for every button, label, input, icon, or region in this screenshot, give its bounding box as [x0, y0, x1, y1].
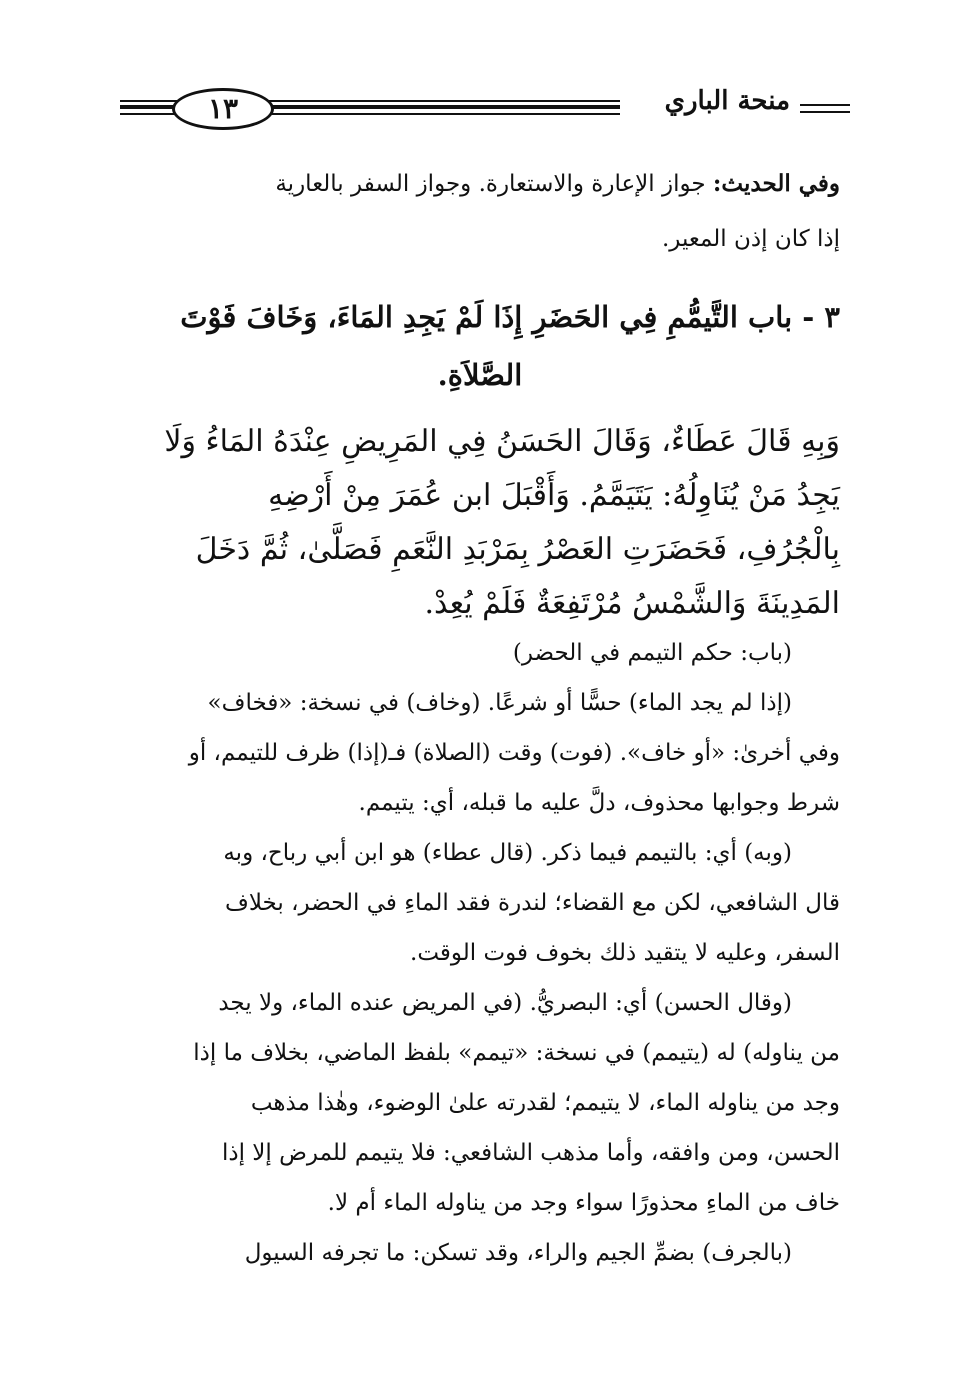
running-title: منحة الباري: [664, 86, 790, 116]
intro-lead: وفي الحديث:: [712, 170, 840, 197]
commentary-line-8: (وقال الحسن) أي: البصريُّ. (في المريض عنده الماء، ولا يجد: [218, 990, 792, 1016]
commentary-line-11: الحسن، ومن وافقه، وأما مذهب الشافعي: فلا يتيمم للمرض إلا إذا: [221, 1140, 840, 1166]
commentary-line-3: وفي أخرىٰ: «أو خاف». (فوت) وقت (الصلاة) فـ(إذا) ظرف للتيمم، أو: [188, 740, 840, 766]
commentary-line-9: من يناوله) له (يتيمم) في نسخة: «تيمم» بلفظ الماضي، بخلاف ما إذا: [193, 1040, 840, 1066]
intro-line-1: [120, 170, 840, 197]
header-rule-right: [800, 102, 850, 116]
commentary-line-1: (باب: حكم التيمم في الحضر): [512, 640, 792, 666]
chapter-heading-line-2: الصَّلاَةِ.: [437, 358, 523, 392]
commentary-line-6: قال الشافعي، لكن مع القضاء؛ لندرة فقد الماءِ في الحضر، بخلاف: [224, 890, 840, 916]
commentary-line-7: السفر، وعليه لا يتقيد ذلك بخوف فوت الوقت.: [410, 940, 840, 966]
intro-line-1-text: جواز الإعارة والاستعارة. وجواز السفر بالعارية: [275, 171, 706, 197]
commentary-line-13: (بالجرف) بضمِّ الجيم والراء، وقد تسكن: ما تجرفه السيول: [244, 1240, 792, 1266]
page-header: [120, 82, 850, 142]
page-number: ١٣: [172, 88, 274, 130]
chapter-heading-line-1: ٣ - باب التَّيمُّمِ فِي الحَضَرِ إِذَا لَمْ يَجِدِ المَاءَ، وَخَافَ فَوْتَ: [180, 300, 840, 334]
intro-line-2: إذا كان إذن المعير.: [661, 226, 840, 252]
commentary-line-12: خاف من الماءِ محذورًا سواء وجد من يناوله الماء أم لا.: [327, 1190, 840, 1216]
hadith-line-3: بِالْجُرُفِ، فَحَضَرَتِ العَصْرُ بِمَرْبَدِ النَّعَمِ فَصَلَّىٰ، ثُمَّ دَخَلَ: [195, 532, 840, 567]
commentary-line-5: (وبه) أي: بالتيمم فيما ذكر. (قال عطاء) هو ابن أبي رباح، وبه: [223, 840, 792, 866]
commentary-line-2: (إذا لم يجد الماء) حسًّا أو شرعًا. (وخاف) في نسخة: «فخاف»: [207, 690, 792, 716]
hadith-line-1: وَبِهِ قَالَ عَطَاءٌ، وَقَالَ الحَسَنُ فِي المَرِيضِ عِنْدَهُ المَاءُ وَلَا: [164, 424, 840, 459]
hadith-line-4: المَدِينَةَ وَالشَّمْسُ مُرْتَفِعَةٌ فَلَمْ يُعِدْ.: [424, 586, 840, 621]
commentary-line-4: شرط وجوابها محذوف، دلَّ عليه ما قبله، أي: يتيمم.: [358, 790, 840, 816]
commentary-line-10: وجد من يناوله الماء، لا يتيمم؛ لقدرته علىٰ الوضوء، وهٰذا مذهب: [250, 1090, 840, 1116]
hadith-line-2: يَجِدُ مَنْ يُنَاوِلُهُ: يَتَيَمَّمُ. وَأَقْبَلَ ابن عُمَرَ مِنْ أَرْضِهِ: [268, 478, 840, 513]
